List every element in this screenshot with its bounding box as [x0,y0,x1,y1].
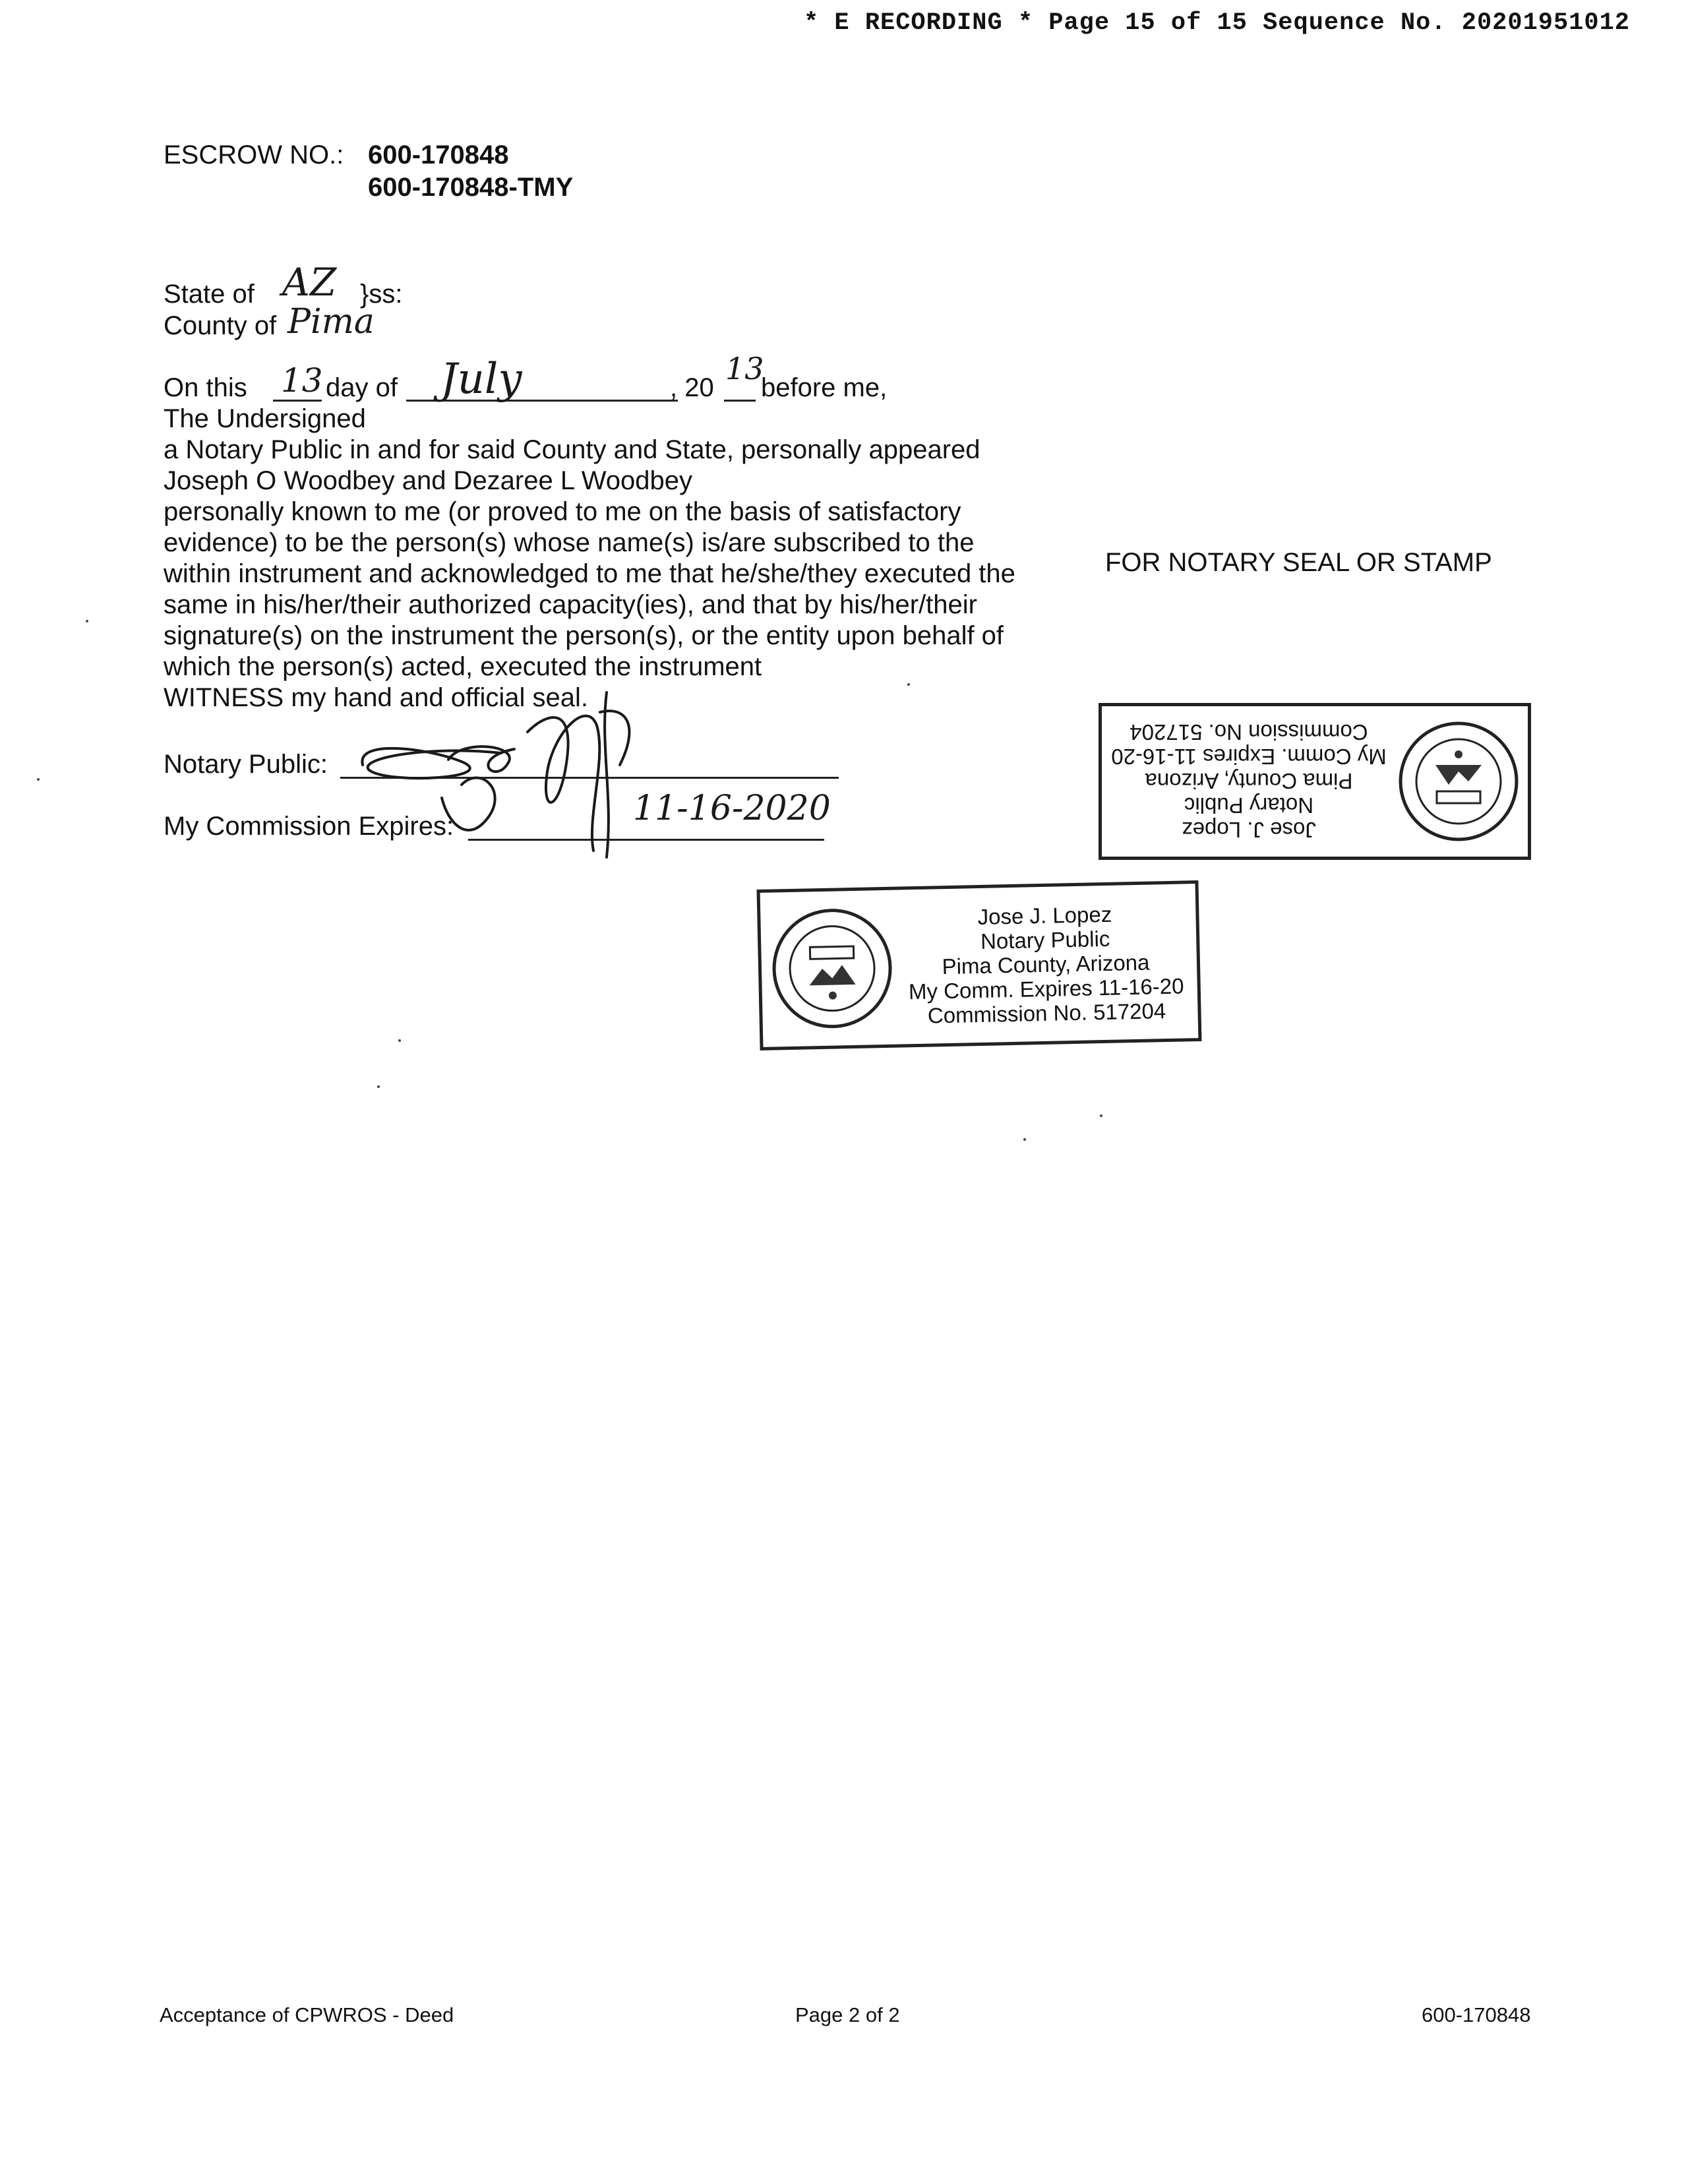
county-label: County of [164,311,277,340]
ack-line-3: personally known to me (or proved to me on the basis of satisfactory [164,497,961,526]
notary-stamp-inverted [1099,703,1531,860]
arizona-seal-icon [1396,719,1521,844]
footer-document-title: Acceptance of CPWROS - Deed [160,2003,454,2026]
ack-line-7: signature(s) on the instrument the person(s), or the entity upon behalf of [164,621,1004,650]
stamp-line-county: Pima County, Arizona [942,950,1150,979]
stamp-line-name: Jose J. Lopez [977,901,1112,929]
stamp-line-commission: Commission No. 517204 [927,998,1166,1028]
witness-line: WITNESS my hand and official seal. [164,683,588,712]
ack-line-6: same in his/her/their authorized capacity(ies), and that by his/her/their [164,590,977,619]
ack-line-4: evidence) to be the person(s) whose name(s) is/are subscribed to the [164,528,975,557]
month-handwritten: July [440,355,522,404]
scan-speck [377,1085,380,1088]
ack-line-8: which the person(s) acted, executed the instrument [164,652,762,681]
stamp-inv-line-3: Pima County, Arizona [1145,769,1353,794]
commission-handwritten: 11-16-2020 [633,789,831,828]
scan-speck [37,778,40,781]
stamp-inv-line-4: My Comm. Expires 11-16-20 [1111,744,1387,770]
stamp-inv-line-5: Commission No. 517204 [1130,720,1368,745]
escrow-label: ESCROW NO.: [164,140,344,169]
scan-speck [1100,1114,1102,1117]
recording-header: * E RECORDING * Page 15 of 15 Sequence No. 20201951012 [804,9,1630,37]
scan-speck [398,1039,401,1042]
commission-label: My Commission Expires: [164,812,454,841]
stamp-inv-line-1: Jose J. Lopez [1182,818,1316,843]
stamp-line-title: Notary Public [980,926,1110,954]
scan-speck [907,683,910,686]
ack-line-5: within instrument and acknowledged to me that he/she/they executed the [164,559,1015,588]
notary-signature [349,686,679,870]
day-blank [273,400,322,402]
on-this-label: On this [164,373,247,402]
year-blank [724,400,756,402]
county-handwritten: Pima [287,302,375,342]
stamp-inv-line-2: Notary Public [1184,793,1314,818]
year-prefix: , 20 [670,373,714,402]
ack-line-2: Joseph O Woodbey and Dezaree L Woodbey [164,466,692,495]
stamp-line-expires: My Comm. Expires 11-16-20 [908,973,1184,1004]
year-handwritten: 13 [725,351,764,386]
footer-page-number: Page 2 of 2 [795,2003,900,2026]
ss-bracket: }ss: [360,280,403,309]
officer-name: The Undersigned [164,404,366,433]
escrow-number-2: 600-170848-TMY [368,173,574,202]
ack-line-1: a Notary Public in and for said County and State, personally appeared [164,435,980,464]
state-label: State of [164,280,255,309]
seal-area-label: FOR NOTARY SEAL OR STAMP [1105,548,1492,577]
footer-escrow-number: 600-170848 [1422,2003,1531,2026]
day-of-label: day of [326,373,398,402]
arizona-seal-icon [768,905,896,1033]
notary-public-label: Notary Public: [164,750,328,779]
state-handwritten: AZ [282,260,337,305]
notary-stamp [757,880,1202,1050]
scan-speck [86,620,88,622]
day-handwritten: 13 [281,361,323,400]
escrow-number-1: 600-170848 [368,140,509,169]
before-me-label: before me, [761,373,888,402]
scan-speck [1023,1138,1026,1141]
